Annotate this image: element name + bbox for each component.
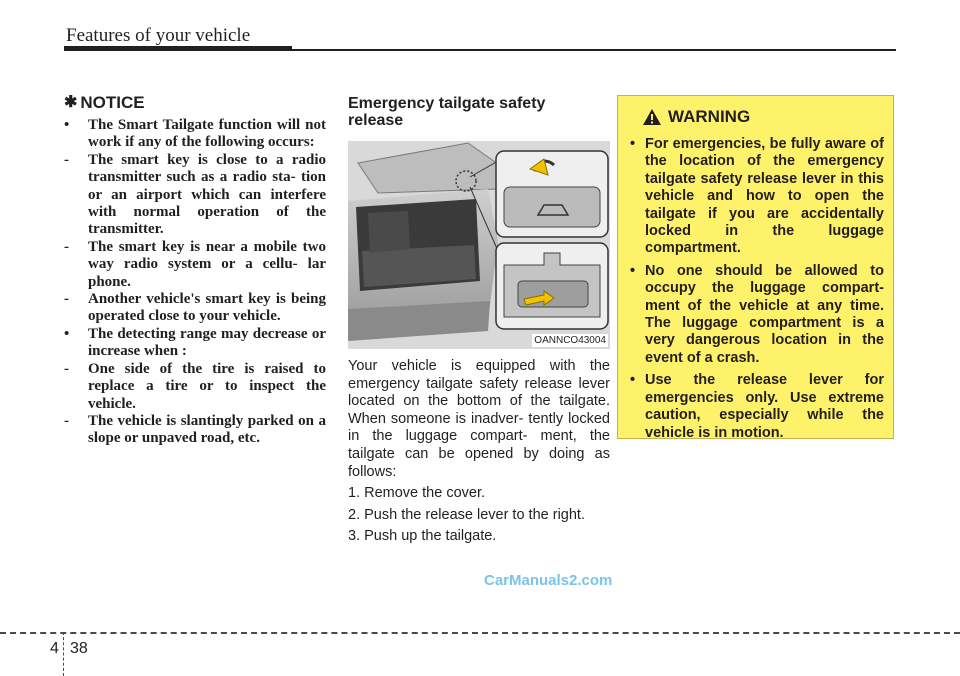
notice-title: NOTICE	[80, 93, 145, 112]
step-item: 3. Push up the tailgate.	[348, 528, 497, 545]
warning-triangle-icon	[642, 108, 662, 126]
warning-heading	[642, 106, 884, 128]
figure-code: OANNCO43004	[534, 335, 606, 346]
warning-item-text: For emergencies, be fully aware of the location of the emergency tailgate safety release lever in this vehicle and how to open the tailgate if you are accidentally locked in the luggage compartment.	[645, 136, 884, 257]
notice-subitem: - The smart key is near a mobile two way radio system or a cellu- lar phone.	[64, 238, 326, 290]
warning-item-text: Use the release lever for emergencies only. Use extreme caution, especially while the vehicle is in motion.	[645, 372, 884, 441]
notice-subitem: - Another vehicle's smart key is being operated close to your vehicle.	[64, 291, 326, 325]
emergency-body-text: Your vehicle is equipped with the emergency tailgate safety release lever located on the bottom of the tailgate. When someone is inadver- tently locked in the luggage compart- ment, the tailgate can be opened by doing as follows:	[348, 358, 610, 480]
footer-vertical-divider	[63, 632, 64, 676]
header-title: Features of your vehicle	[66, 25, 251, 46]
notice-bullet: • The Smart Tailgate function will not work if any of the following occurs:	[64, 117, 326, 151]
page-number: 38	[70, 640, 88, 657]
emergency-section	[348, 95, 610, 550]
warning-title: WARNING	[668, 107, 751, 126]
warning-item: • For emergencies, be fully aware of the location of the emergency tailgate safety release lever in this vehicle and how to open the tailgate if you are accidentally locked in the luggage compartment.	[630, 136, 884, 257]
notice-subitem-text: The vehicle is slantingly parked on a slope or unpaved road, etc.	[88, 412, 326, 447]
section-title: Emergency tailgate safety release	[348, 95, 546, 129]
notice-subitem-text: One side of the tire is raised to replace a tire or to inspect the vehicle.	[88, 360, 326, 412]
header-rule-thick	[64, 46, 292, 51]
notice-bullet-text: The Smart Tailgate function will not work if any of the following occurs:	[88, 117, 326, 151]
notice-subitem: - One side of the tire is raised to replace a tire or to inspect the vehicle.	[64, 360, 326, 412]
step-item: 2. Push the release lever to the right.	[348, 506, 585, 523]
warning-item-text: No one should be allowed to occupy the luggage compart- ment of the vehicle at any time. The luggage compartment is a very dangerous location in the event of a crash.	[645, 262, 884, 366]
notice-subitem: - The smart key is close to a radio transmitter such as a radio sta- tion or an airport which can interfere with normal operation of the transmitter.	[64, 151, 326, 238]
notice-heading	[64, 93, 326, 113]
warning-item: • No one should be allowed to occupy the luggage compart- ment of the vehicle at any time. The luggage compartment is a very dangerous location in the event of a crash.	[630, 262, 884, 366]
notice-section	[64, 93, 326, 448]
warning-box	[617, 95, 894, 439]
header-rule-thin	[292, 49, 896, 51]
footer-divider	[0, 632, 960, 634]
notice-subitem-text: The smart key is close to a radio transmitter such as a radio sta- tion or an airport which can interfere with normal operation of the transmitter.	[88, 151, 326, 238]
notice-subitem: - The vehicle is slantingly parked on a slope or unpaved road, etc.	[64, 412, 326, 447]
emergency-steps	[348, 485, 610, 546]
notice-bullet: • The detecting range may decrease or increase when :	[64, 325, 326, 360]
chapter-number: 4	[50, 640, 59, 657]
watermark-link[interactable]: CarManuals2.com	[484, 572, 613, 589]
notice-star-icon: ✱	[64, 94, 78, 111]
notice-list	[64, 117, 326, 448]
notice-subitem-text: Another vehicle's smart key is being operated close to your vehicle.	[88, 291, 326, 325]
notice-subitem-text: The smart key is near a mobile two way radio system or a cellu- lar phone.	[88, 238, 326, 290]
step-item: 1. Remove the cover.	[348, 485, 486, 502]
notice-bullet-text: The detecting range may decrease or increase when :	[88, 325, 326, 360]
tailgate-illustration	[348, 141, 610, 349]
tailgate-photo-icon	[348, 141, 610, 349]
warning-item: • Use the release lever for emergencies only. Use extreme caution, especially while the vehicle is in motion.	[630, 372, 884, 441]
warning-list	[630, 136, 884, 442]
